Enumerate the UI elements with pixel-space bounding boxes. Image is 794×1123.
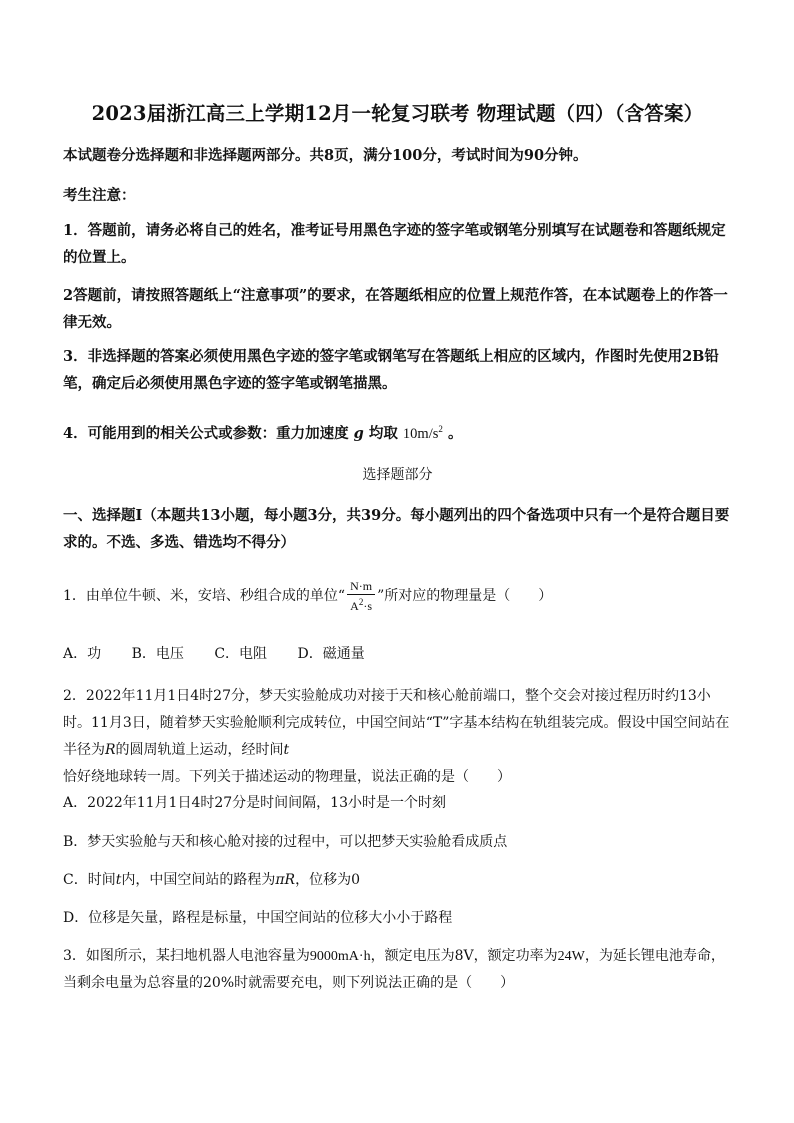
q2-stem-p1: 2．2022年11月1日4时27分，梦天实验舱成功对接于天和核心舱前端口，整个交会对接过程历时约13小时。11月3日，随着梦天实验舱顺利完成转位，中国空间站“T”字基本结构在轨组装完成。假设中国空间站在半径为	[63, 688, 730, 758]
q2-option-b: B．梦天实验舱与天和核心舱对接的过程中，可以把梦天实验舱看成质点	[63, 834, 508, 850]
q1-option-b: B．电压	[131, 646, 184, 662]
rated-power: 24W	[557, 949, 585, 964]
den-base: A	[350, 598, 359, 613]
notice-1: 1．答题前，请务必将自己的姓名，准考证号用黑色字迹的签字笔或钢笔分别填写在试题卷和答题纸规定的位置上。	[63, 222, 726, 266]
q2-option-a: A．2022年11月1日4时27分是时间间隔，13小时是一个时刻	[63, 795, 446, 811]
q1-suffix: ”所对应的物理量是（ ）	[377, 588, 553, 604]
q3-p3: ，为延长锂电池寿命，当剩余电量为总容量的20%时就需要充电，则下列说法正确的是（ ）	[63, 948, 725, 991]
gravity-value-text: 10m/s	[402, 425, 439, 442]
document-title: 2023届浙江高三上学期12月一轮复习联考 物理试题（四）（含答案）	[91, 102, 704, 125]
q1-option-a: A．功	[63, 646, 102, 662]
q3-p1: 3．如图所示，某扫地机器人电池容量为	[63, 948, 310, 964]
question-2-stem	[63, 683, 732, 791]
section-title: 选择题部分	[362, 467, 433, 483]
fraction-denominator	[347, 595, 375, 614]
q2-option-c	[63, 867, 732, 894]
q1-option-d: D．磁通量	[297, 646, 365, 662]
notice-4-end: 。	[447, 424, 463, 442]
q2-option-d: D．位移是矢量，路程是标量，中国空间站的位移大小小于路程	[63, 910, 453, 926]
q1-option-c: C．电阻	[214, 646, 268, 662]
unit-fraction	[347, 579, 375, 614]
fraction-numerator: N·m	[347, 579, 375, 595]
q2-stem-p2: 的圆周轨道上运动，经时间	[115, 742, 284, 758]
den-tail: ·s	[363, 598, 372, 613]
q1-prefix: 1．由单位牛顿、米，安培、秒组合成的单位“	[63, 588, 346, 604]
question-3-stem	[63, 943, 732, 997]
den-exponent: 2	[358, 596, 364, 607]
q2-c-p2: 内，中国空间站的路程为	[121, 872, 276, 888]
q2-c-path-symbol: πR	[275, 872, 296, 888]
intro-text: 本试题卷分选择题和非选择题两部分。共8页，满分100分，考试时间为90分钟。	[63, 147, 588, 164]
q2-radius-symbol: R	[105, 742, 116, 758]
gravity-symbol: g	[353, 424, 364, 442]
q1-options	[63, 641, 732, 668]
question-1	[63, 578, 732, 614]
q3-p2: ，额定电压为8V，额定功率为	[370, 948, 558, 964]
notice-4	[63, 416, 732, 448]
q2-c-p3: ，位移为0	[295, 872, 361, 888]
notice-heading: 考生注意：	[63, 187, 136, 204]
notice-3: 3．非选择题的答案必须使用黑色字迹的签字笔或钢笔写在答题纸上相应的区域内，作图时先使用2B铅笔，确定后必须使用黑色字迹的签字笔或钢笔描黑。	[63, 348, 719, 392]
q2-time-symbol: t	[283, 742, 290, 758]
q2-stem-p3: 恰好绕地球转一周。下列关于描述运动的物理量，说法正确的是（ ）	[63, 769, 511, 785]
notice-2: 2答题前，请按照答题纸上“注意事项”的要求，在答题纸相应的位置上规范作答，在本试题卷上的作答一律无效。	[63, 287, 728, 331]
part1-heading: 一、选择题Ⅰ（本题共13小题，每小题3分，共39分。每小题列出的四个备选项中只有一个是符合题目要求的。不选、多选、错选均不得分）	[63, 507, 730, 551]
notice-4-mid: 均取	[368, 424, 398, 442]
gravity-value	[403, 426, 443, 442]
q2-c-time-symbol: t	[115, 872, 122, 888]
q2-c-p1: C．时间	[63, 872, 116, 888]
gravity-exponent: 2	[438, 424, 443, 434]
battery-capacity: 9000mA·h	[309, 949, 371, 964]
notice-4-prefix: 4．可能用到的相关公式或参数：重力加速度	[63, 424, 349, 442]
